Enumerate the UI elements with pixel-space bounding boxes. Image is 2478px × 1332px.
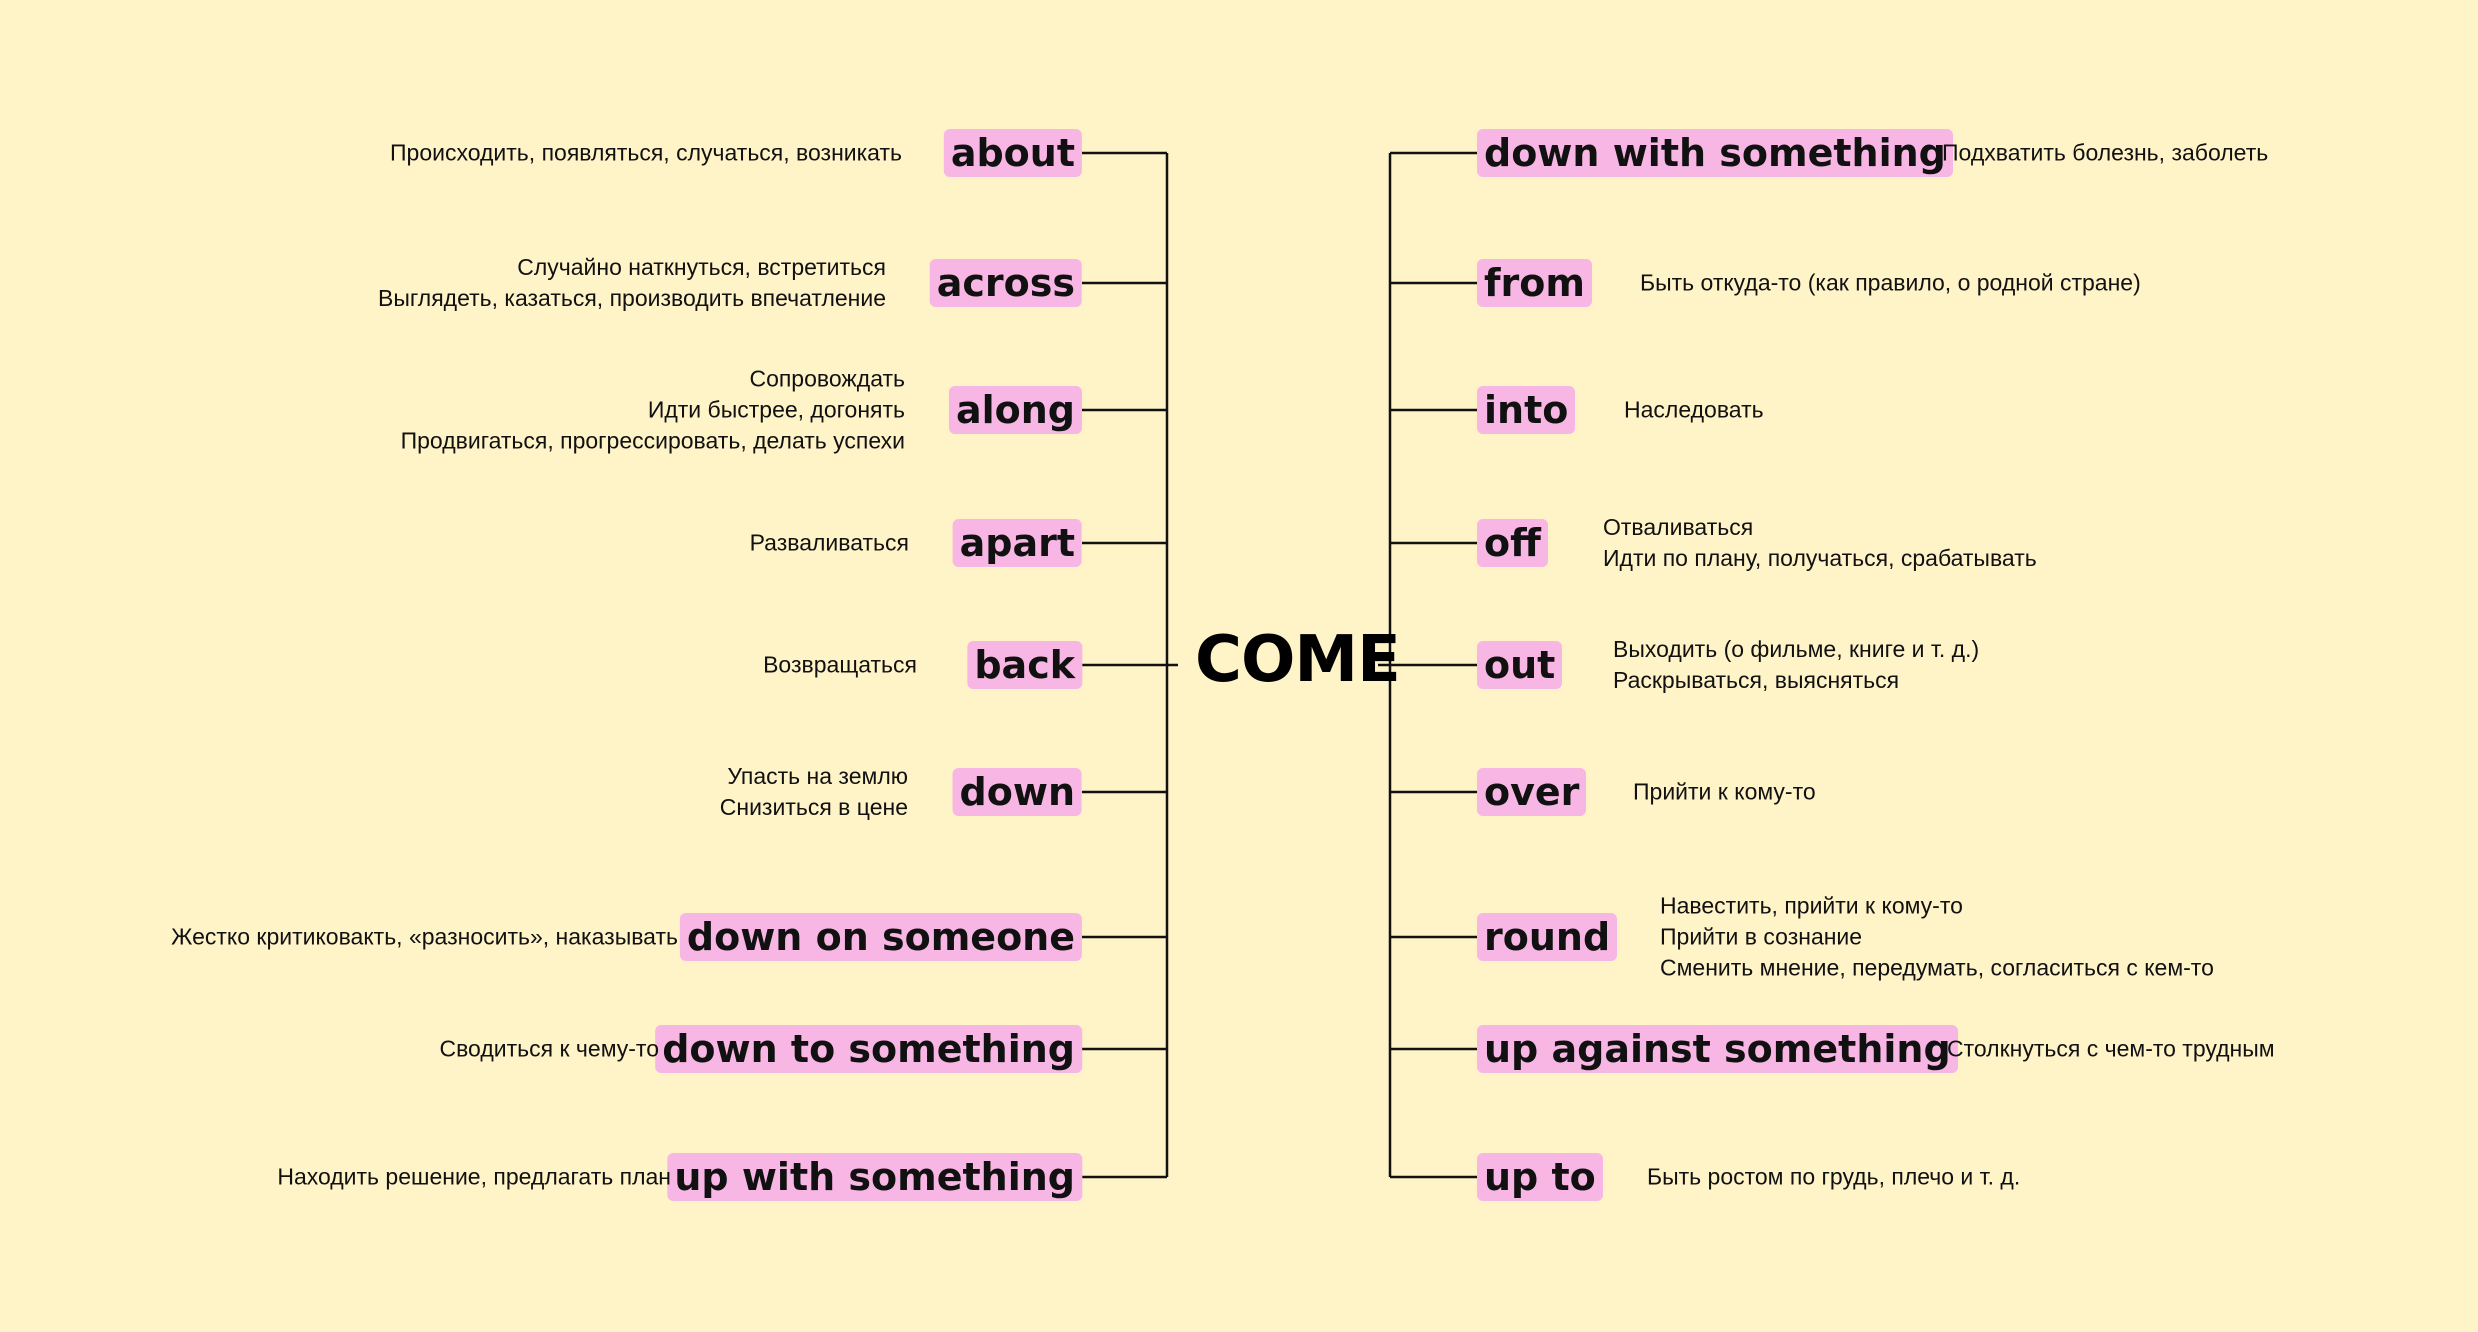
description-line: Происходить, появляться, случаться, возникать	[390, 139, 902, 166]
right-phrase-tag: up against something	[1477, 1025, 1958, 1073]
right-phrase-tag: out	[1477, 641, 1562, 689]
description-line: Столкнуться с чем-то трудным	[1947, 1035, 2275, 1062]
right-description-7	[1947, 1034, 2275, 1065]
left-phrase-tag: about	[944, 129, 1082, 177]
description-line: Разваливаться	[749, 529, 909, 556]
center-verb: COME	[1195, 623, 1400, 697]
description-line: Выходить (о фильме, книге и т. д.)	[1613, 636, 1980, 662]
left-description-7	[439, 1034, 659, 1065]
left-phrase-tag: along	[949, 386, 1082, 434]
left-description-8	[277, 1162, 671, 1193]
left-phrase-tag: down	[953, 768, 1082, 816]
left-description-1	[378, 252, 886, 314]
right-description-4	[1613, 634, 1979, 696]
right-description-8	[1647, 1162, 2020, 1193]
right-description-0	[1942, 138, 2268, 169]
left-phrase-tag: apart	[953, 519, 1082, 567]
description-line: Возвращаться	[763, 651, 917, 678]
left-phrase-tag: down to something	[655, 1025, 1082, 1073]
left-phrase-tag: back	[967, 641, 1082, 689]
right-description-2	[1624, 395, 1764, 426]
description-line: Сменить мнение, передумать, согласиться с кем-то	[1660, 954, 2214, 981]
right-phrase-tag: off	[1477, 519, 1548, 567]
left-description-4	[763, 650, 917, 681]
description-line: Наследовать	[1624, 396, 1764, 423]
description-line: Упасть на землю	[727, 763, 908, 789]
description-line: Случайно наткнуться, встретиться	[517, 254, 886, 280]
right-phrase-tag: into	[1477, 386, 1575, 434]
left-phrase-tag: down on someone	[680, 913, 1082, 961]
description-line: Жестко критиковакть, «разносить», наказывать	[171, 923, 678, 950]
right-description-1	[1640, 268, 2141, 299]
description-line: Прийти в сознание	[1660, 923, 1863, 950]
description-line: Продвигаться, прогрессировать, делать успехи	[400, 427, 905, 454]
description-line: Раскрываться, выясняться	[1613, 667, 1900, 693]
description-line: Идти по плану, получаться, срабатывать	[1603, 545, 2037, 571]
description-line: Навестить, прийти к кому-то	[1660, 892, 1963, 919]
left-description-0	[390, 138, 902, 169]
description-line: Сопровождать	[749, 365, 905, 392]
right-phrase-tag: round	[1477, 913, 1617, 961]
left-phrase-tag: up with something	[667, 1153, 1082, 1201]
description-line: Снизиться в цене	[719, 794, 908, 820]
right-description-5	[1633, 777, 1816, 808]
description-line: Подхватить болезнь, заболеть	[1942, 139, 2269, 166]
right-description-6	[1660, 891, 2214, 984]
left-description-3	[750, 528, 909, 559]
left-description-6	[171, 922, 678, 953]
description-line: Отваливаться	[1603, 514, 1754, 540]
description-line: Быть ростом по грудь, плечо и т. д.	[1647, 1163, 2021, 1190]
description-line: Идти быстрее, догонять	[647, 396, 905, 423]
description-line: Находить решение, предлагать план	[277, 1163, 671, 1190]
right-phrase-tag: up to	[1477, 1153, 1603, 1201]
right-phrase-tag: over	[1477, 768, 1586, 816]
left-description-2	[401, 364, 905, 457]
left-description-5	[720, 761, 908, 823]
description-line: Выглядеть, казаться, производить впечатление	[378, 285, 886, 311]
right-phrase-tag: from	[1477, 259, 1592, 307]
description-line: Сводиться к чему-то	[439, 1035, 659, 1062]
left-phrase-tag: across	[930, 259, 1082, 307]
right-description-3	[1603, 512, 2037, 574]
right-phrase-tag: down with something	[1477, 129, 1953, 177]
description-line: Быть откуда-то (как правило, о родной стране)	[1640, 269, 2141, 296]
description-line: Прийти к кому-то	[1633, 778, 1816, 805]
